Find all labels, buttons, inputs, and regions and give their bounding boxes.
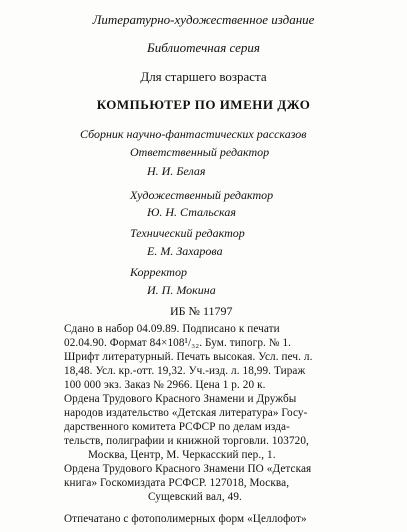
imprint-line: 02.04.90. Формат 84×108¹/₃₂. Бум. типогр. № 1. bbox=[64, 337, 292, 349]
ib-number: ИБ № 11797 bbox=[170, 304, 233, 318]
imprint-line: тельств, полиграфии и книжной торговли. 103720, bbox=[64, 435, 309, 447]
credit-name-art-editor: Ю. Н. Стальская bbox=[147, 205, 236, 219]
imprint-line: Сущевский вал, 49. bbox=[148, 491, 242, 503]
age-group: Для старшего возраста bbox=[140, 69, 267, 84]
credit-name-tech-editor: Е. М. Захарова bbox=[147, 244, 223, 258]
imprint-line: Ордена Трудового Красного Знамени ПО «Детская bbox=[64, 463, 312, 475]
credit-role-art-editor: Художественный редактор bbox=[130, 188, 274, 202]
book-subtitle: Сборник научно-фантастических рассказов bbox=[80, 127, 307, 141]
printed-note: Отпечатано с фотополимерных форм «Целлофот» bbox=[64, 513, 307, 525]
imprint-line: 18,48. Усл. кр.-отт. 19,32. Уч.-изд. л. 18,99. Тираж bbox=[64, 365, 306, 377]
credit-role-proofreader: Корректор bbox=[130, 265, 187, 279]
credit-role-tech-editor: Технический редактор bbox=[130, 226, 245, 240]
series-name: Библиотечная серия bbox=[147, 40, 260, 55]
imprint-line: 100 000 экз. Заказ № 2966. Цена 1 р. 20 к. bbox=[64, 379, 266, 391]
imprint-line: дарственного комитета РСФСР по делам изда- bbox=[64, 421, 290, 433]
imprint-line: Шрифт литературный. Печать высокая. Усл. печ. л. bbox=[64, 351, 313, 363]
edition-type: Литературно-художественное издание bbox=[92, 12, 315, 27]
credit-role-responsible-editor: Ответственный редактор bbox=[130, 145, 270, 159]
book-title: КОМПЬЮТЕР ПО ИМЕНИ ДЖО bbox=[96, 97, 311, 112]
imprint-line: Ордена Трудового Красного Знамени и Дружбы bbox=[64, 393, 297, 405]
imprint-line: Сдано в набор 04.09.89. Подписано к печати bbox=[64, 323, 280, 335]
imprint-line: книга» Госкомиздата РСФСР. 127018, Москва, bbox=[64, 477, 290, 489]
imprint-line: Москва, Центр, М. Черкасский пер., 1. bbox=[88, 449, 276, 461]
credit-name-proofreader: И. П. Мокина bbox=[147, 283, 216, 297]
credit-name-responsible-editor: Н. И. Белая bbox=[147, 164, 206, 178]
imprint-line: народов издательство «Детская литература» Госу- bbox=[64, 407, 308, 419]
